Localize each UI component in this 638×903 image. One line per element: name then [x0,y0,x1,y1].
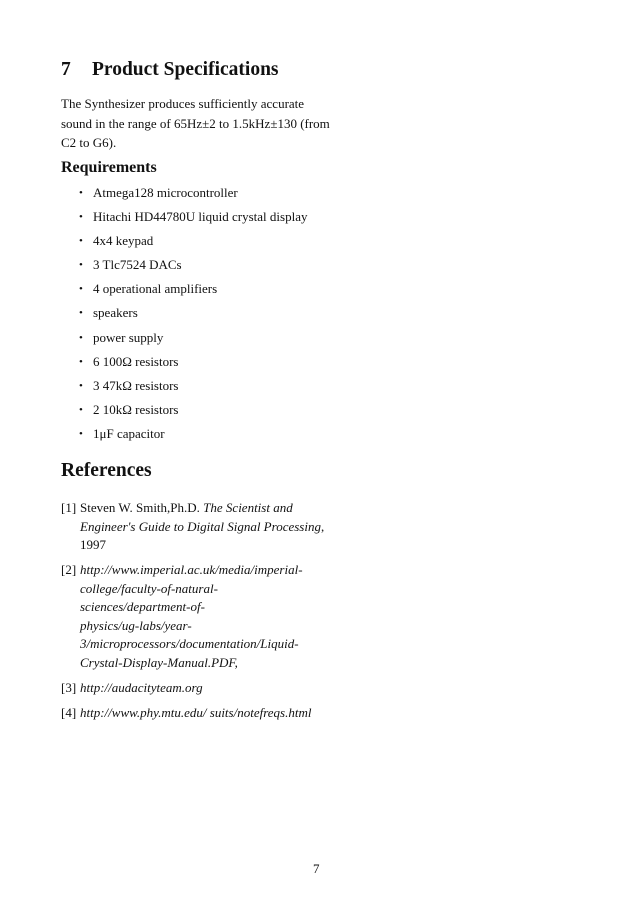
list-item [61,304,307,328]
bullet-icon: • [79,211,83,224]
bullet-icon: • [79,331,83,344]
reference-url[interactable] [80,561,335,672]
bullet-icon: • [79,355,83,368]
references-list [61,499,341,729]
reference-item [61,679,341,698]
reference-label: [1] [61,500,77,515]
reference-url[interactable]: http://www.phy.mtu.edu/ suits/notefreqs.html [80,704,312,720]
reference-url-line: college/faculty-of-natural- [80,580,218,596]
reference-label: [2] [61,562,77,577]
list-item [61,353,307,377]
list-item [61,280,307,304]
bullet-icon: • [79,307,83,320]
list-item-text: Hitachi HD44780U liquid crystal display [93,209,308,225]
list-item-text: 6 100Ω resistors [93,353,179,369]
list-item-text: 1μF capacitor [93,425,165,441]
bullet-icon: • [79,403,83,416]
list-item-text: 4 operational amplifiers [93,281,218,297]
list-item-text: 3 Tlc7524 DACs [93,257,182,273]
section-heading [61,59,279,81]
reference-item [61,499,341,555]
reference-text [80,499,335,555]
reference-url-line: physics/ug-labs/year- [80,617,192,633]
list-item-text: power supply [93,329,164,345]
references-heading: References [61,460,152,481]
reference-url[interactable]: http://audacityteam.org [80,679,203,695]
list-item [61,401,307,425]
list-item-text: Atmega128 microcontroller [93,185,238,200]
list-item [61,232,307,256]
requirements-list [61,184,307,449]
reference-url-line: sciences/department-of- [80,599,205,614]
reference-label: [4] [61,704,77,720]
list-item [61,425,307,449]
section-title-text: Product Specifications [92,59,279,80]
list-item [61,377,307,401]
list-item [61,256,307,280]
reference-url-line: Crystal-Display-Manual.PDF [80,654,235,670]
bullet-icon: • [79,259,83,272]
intro-paragraph: The Synthesizer produces sufficiently accurate sound in the range of 65Hz±2 to 1.5kHz±130 (from C2 to G6). [61,96,330,150]
bullet-icon: • [79,379,83,392]
reference-title: The Scientist and Engineer's Guide to Digital Signal Processing [80,500,321,534]
list-item [61,208,307,232]
bullet-icon: • [79,187,83,199]
section-number: 7 [61,59,71,80]
reference-label: [3] [61,679,77,695]
list-item-text: 3 47kΩ resistors [93,377,179,393]
bullet-icon: • [79,427,83,440]
list-item [61,184,307,208]
page-number: 7 [313,861,320,876]
reference-url-line: 3/microprocessors/documentation/Liquid- [80,636,299,651]
bullet-icon: • [79,283,83,296]
reference-author: Steven W. Smith,Ph.D. [80,500,200,515]
reference-item [61,704,341,723]
reference-suffix: , [234,654,238,670]
list-item-text: speakers [93,305,138,321]
document-page [61,0,341,903]
reference-item [61,561,341,672]
reference-url-line: http://www.imperial.ac.uk/media/imperial- [80,562,303,577]
requirements-heading: Requirements [61,159,157,176]
reference-year: , 1997 [80,518,325,552]
bullet-icon: • [79,235,83,248]
list-item-text: 4x4 keypad [93,233,154,249]
list-item [61,329,307,353]
list-item-text: 2 10kΩ resistors [93,401,179,417]
